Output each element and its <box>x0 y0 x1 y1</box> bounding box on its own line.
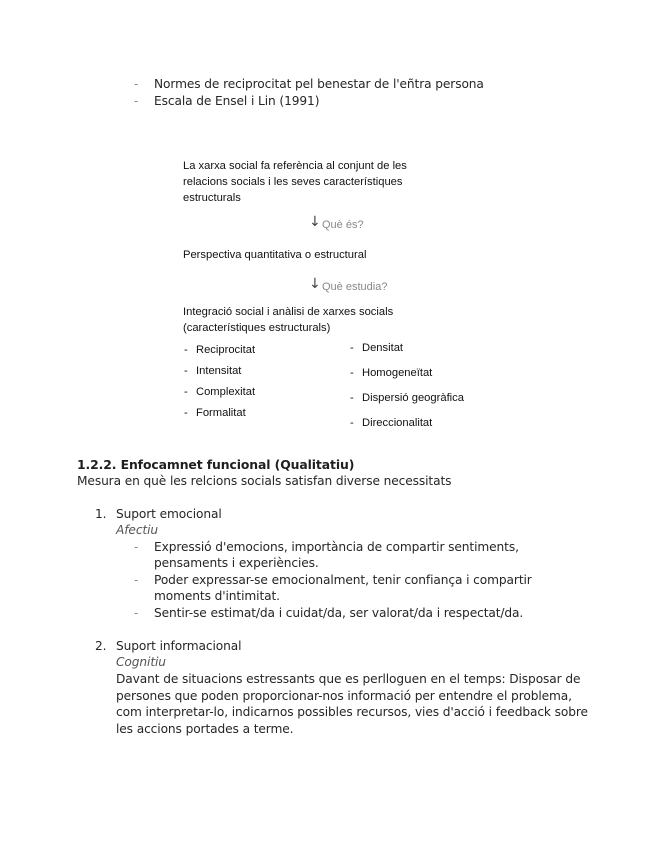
figure-right-item: Densitat <box>362 342 404 354</box>
list-dash: - <box>350 392 354 404</box>
section-intro: Mesura en què les relcions socials satisfan diverse necessitats <box>77 474 452 488</box>
figure-question: Què és? <box>322 219 364 231</box>
list-dash: - <box>134 606 139 620</box>
support-title: Suport emocional <box>116 507 222 521</box>
top-list-item: Normes de reciprocitat pel benestar de l'eñtra persona <box>154 77 484 91</box>
figure-left-item: Complexitat <box>196 386 256 398</box>
figure-left-item: Formalitat <box>196 407 246 419</box>
support-bullet-line: pensaments i experiències. <box>154 556 319 570</box>
figure-integration-line: Integració social i anàlisi de xarxes socials <box>183 306 394 318</box>
support-subtitle: Afectiu <box>116 523 159 537</box>
support-subtitle: Cognitiu <box>116 655 166 669</box>
list-dash: - <box>184 344 188 356</box>
list-dash: - <box>350 342 354 354</box>
list-dash: - <box>134 94 139 108</box>
figure-left-item: Reciprocitat <box>196 344 256 356</box>
support-paragraph-line: com interpretar-lo, indicarnos possibles recursos, vies d'acció i feedback sobre <box>116 705 588 719</box>
support-paragraph-line: les accions portades a terme. <box>116 722 294 736</box>
support-paragraph-line: Davant de situacions estressants que es perlloguen en el temps: Disposar de <box>116 672 581 686</box>
list-dash: - <box>184 407 188 419</box>
list-dash: - <box>134 540 139 554</box>
figure-right-item: Dispersió geogràfica <box>362 392 464 404</box>
support-title: Suport informacional <box>116 639 242 653</box>
figure-perspective: Perspectiva quantitativa o estructural <box>183 249 367 261</box>
figure-left-item: Intensitat <box>196 365 242 377</box>
figure-right-item: Homogeneïtat <box>362 367 433 379</box>
figure-question: Què estudia? <box>322 281 388 293</box>
list-dash: - <box>350 367 354 379</box>
support-bullet-line: Expressió d'emocions, importància de compartir sentiments, <box>154 540 519 554</box>
figure-right-item: Direccionalitat <box>362 417 433 429</box>
list-dash: - <box>134 77 139 91</box>
support-bullet-line: Poder expressar-se emocionalment, tenir confiança i compartir <box>154 573 532 587</box>
section-heading: 1.2.2. Enfocamnet funcional (Qualitatiu) <box>77 457 355 472</box>
support-bullet-line: Sentir-se estimat/da i cuidat/da, ser valorat/da i respectat/da. <box>154 606 524 620</box>
list-number: 1. <box>95 507 107 521</box>
list-number: 2. <box>95 639 107 653</box>
arrow-down-icon: ↓ <box>309 276 321 292</box>
list-dash: - <box>184 386 188 398</box>
figure-integration-line: (característiques estructurals) <box>183 322 331 334</box>
figure-definition-line: estructurals <box>183 192 241 204</box>
arrow-down-icon: ↓ <box>309 214 321 230</box>
list-dash: - <box>134 573 139 587</box>
support-paragraph-line: persones que poden proporcionar-nos informació per entendre el problema, <box>116 689 572 703</box>
list-dash: - <box>184 365 188 377</box>
figure-definition-line: La xarxa social fa referència al conjunt de les <box>183 160 407 172</box>
list-dash: - <box>350 417 354 429</box>
top-list-item: Escala de Ensel i Lin (1991) <box>154 94 320 108</box>
support-bullet-line: moments d'intimitat. <box>154 589 280 603</box>
figure-definition-line: relacions socials i les seves característiques <box>183 176 403 188</box>
